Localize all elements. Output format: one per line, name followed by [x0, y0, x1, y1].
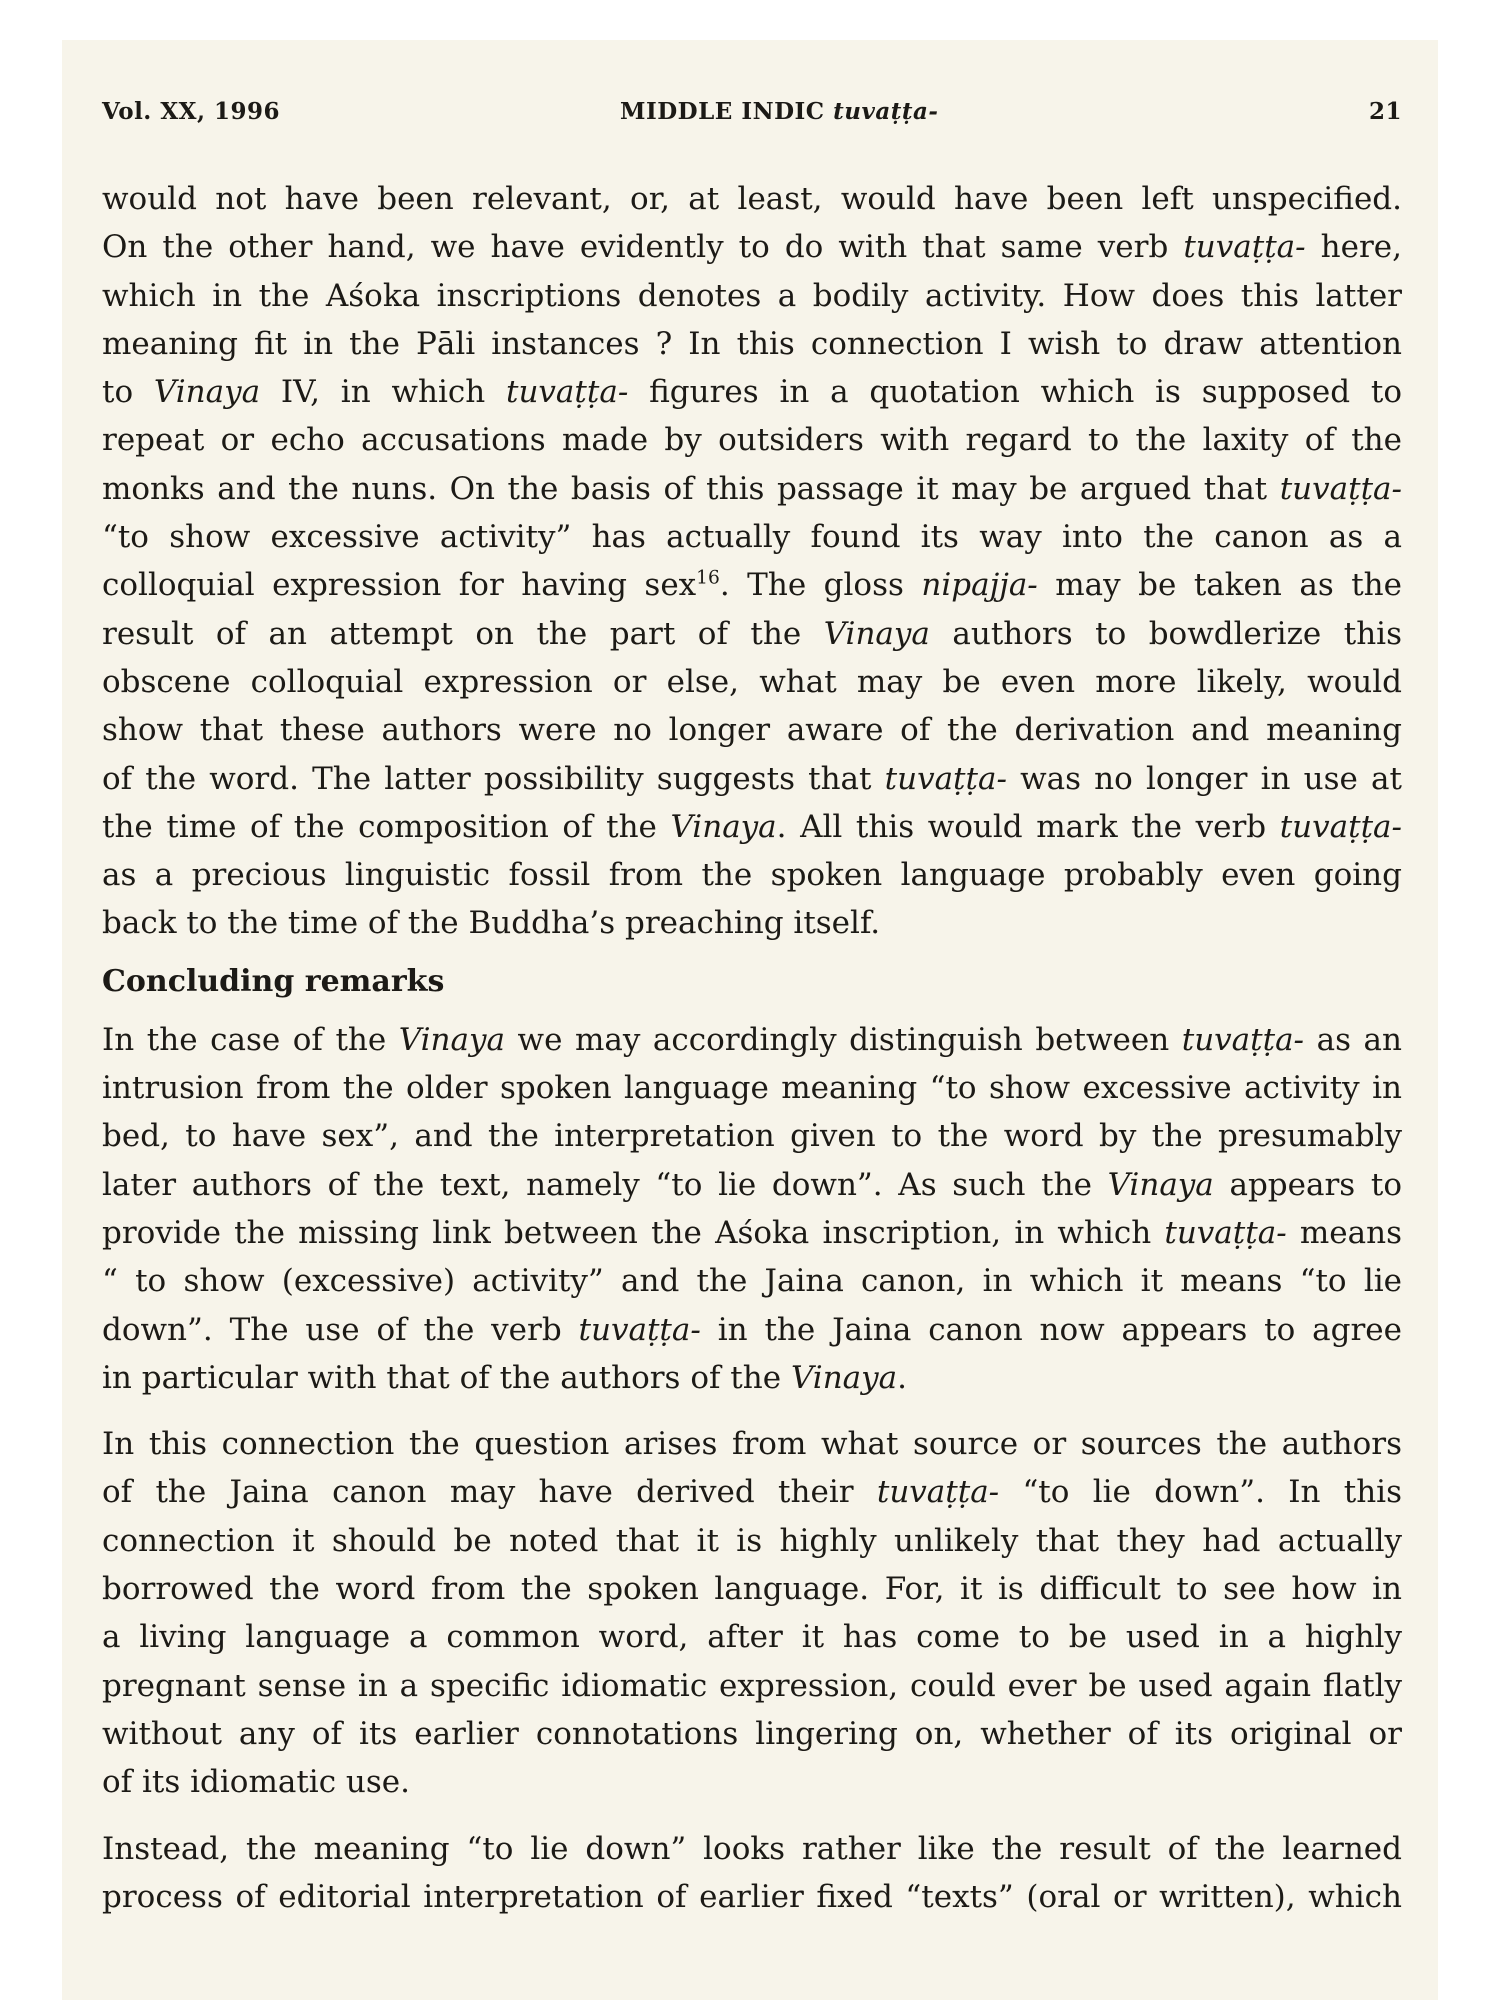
- text-line: In the case of the Vinaya we may accordingly distinguish between tuvaṭṭa- as an: [102, 1021, 1402, 1058]
- text-line: colloquial expression for having sex$^{16}$. The gloss nipajja- may be taken as the: [102, 567, 1402, 604]
- text-line: Instead, the meaning “to lie down” looks rather like the result of the learned: [102, 1830, 1402, 1867]
- text-line: of the Jaina canon may have derived their tuvaṭṭa- “to lie down”. In this: [102, 1474, 1402, 1511]
- text-line: later authors of the text, namely “to lie down”. As such the Vinaya appears to: [102, 1166, 1402, 1203]
- text-line: in particular with that of the authors of the Vinaya.: [102, 1359, 907, 1396]
- text-line: repeat or echo accusations made by outsiders with regard to the laxity of the: [102, 422, 1402, 459]
- text-line: which in the Aśoka inscriptions denotes a bodily activity. How does this latter: [102, 277, 1402, 314]
- volume-label: Vol. XX, 1996: [102, 98, 281, 125]
- text-line: obscene colloquial expression or else, what may be even more likely, would: [102, 663, 1402, 700]
- running-header: [102, 98, 1402, 132]
- text-line: back to the time of the Buddha’s preaching itself.: [102, 905, 881, 942]
- text-line: to Vinaya IV, in which tuvaṭṭa- figures in a quotation which is supposed to: [102, 374, 1402, 411]
- text-line: borrowed the word from the spoken language. For, it is difficult to see how in: [102, 1571, 1402, 1608]
- text-line: as a precious linguistic fossil from the spoken language probably even going: [102, 857, 1402, 894]
- text-line: without any of its earlier connotations lingering on, whether of its original or: [102, 1715, 1402, 1752]
- text-line: of its idiomatic use.: [102, 1764, 411, 1801]
- section-heading: Concluding remarks: [102, 963, 445, 999]
- document-page: [62, 40, 1438, 2000]
- running-title: [620, 98, 938, 125]
- text-line: bed, to have sex”, and the interpretation given to the word by the presumably: [102, 1118, 1402, 1155]
- text-line: “to show excessive activity” has actually found its way into the canon as a: [102, 519, 1402, 556]
- running-title-term: tuvaṭṭa-: [833, 98, 939, 125]
- text-line: In this connection the question arises from what source or sources the authors: [102, 1426, 1402, 1463]
- text-line: “ to show (excessive) activity” and the Jaina canon, in which it means “to lie: [102, 1263, 1402, 1300]
- text-line: down”. The use of the verb tuvaṭṭa- in the Jaina canon now appears to agree: [102, 1311, 1402, 1348]
- text-line: monks and the nuns. On the basis of this passage it may be argued that tuvaṭṭa-: [102, 470, 1402, 507]
- text-line: provide the missing link between the Aśoka inscription, in which tuvaṭṭa- means: [102, 1214, 1402, 1251]
- text-line: result of an attempt on the part of the Vinaya authors to bowdlerize this: [102, 615, 1403, 652]
- running-title-text: MIDDLE INDIC: [620, 98, 825, 125]
- text-line: a living language a common word, after it has come to be used in a highly: [102, 1619, 1402, 1656]
- text-line: of the word. The latter possibility suggests that tuvaṭṭa- was no longer in use at: [102, 760, 1402, 797]
- text-line: the time of the composition of the Vinaya. All this would mark the verb tuvaṭṭa-: [102, 808, 1402, 845]
- text-line: connection it should be noted that it is highly unlikely that they had actually: [102, 1522, 1402, 1559]
- text-line: intrusion from the older spoken language meaning “to show excessive activity in: [102, 1070, 1402, 1107]
- text-line: pregnant sense in a specific idiomatic expression, could ever be used again flatly: [102, 1667, 1402, 1704]
- text-line: show that these authors were no longer aware of the derivation and meaning: [102, 712, 1402, 749]
- body-text: [102, 175, 1402, 1921]
- text-line: process of editorial interpretation of earlier fixed “texts” (oral or written), which: [102, 1878, 1402, 1915]
- text-line: would not have been relevant, or, at least, would have been left unspecified.: [102, 181, 1402, 217]
- page-number: 21: [1368, 98, 1402, 125]
- text-line: meaning fit in the Pāli instances ? In this connection I wish to draw attention: [102, 325, 1402, 362]
- text-line: On the other hand, we have evidently to do with that same verb tuvaṭṭa- here,: [102, 229, 1402, 266]
